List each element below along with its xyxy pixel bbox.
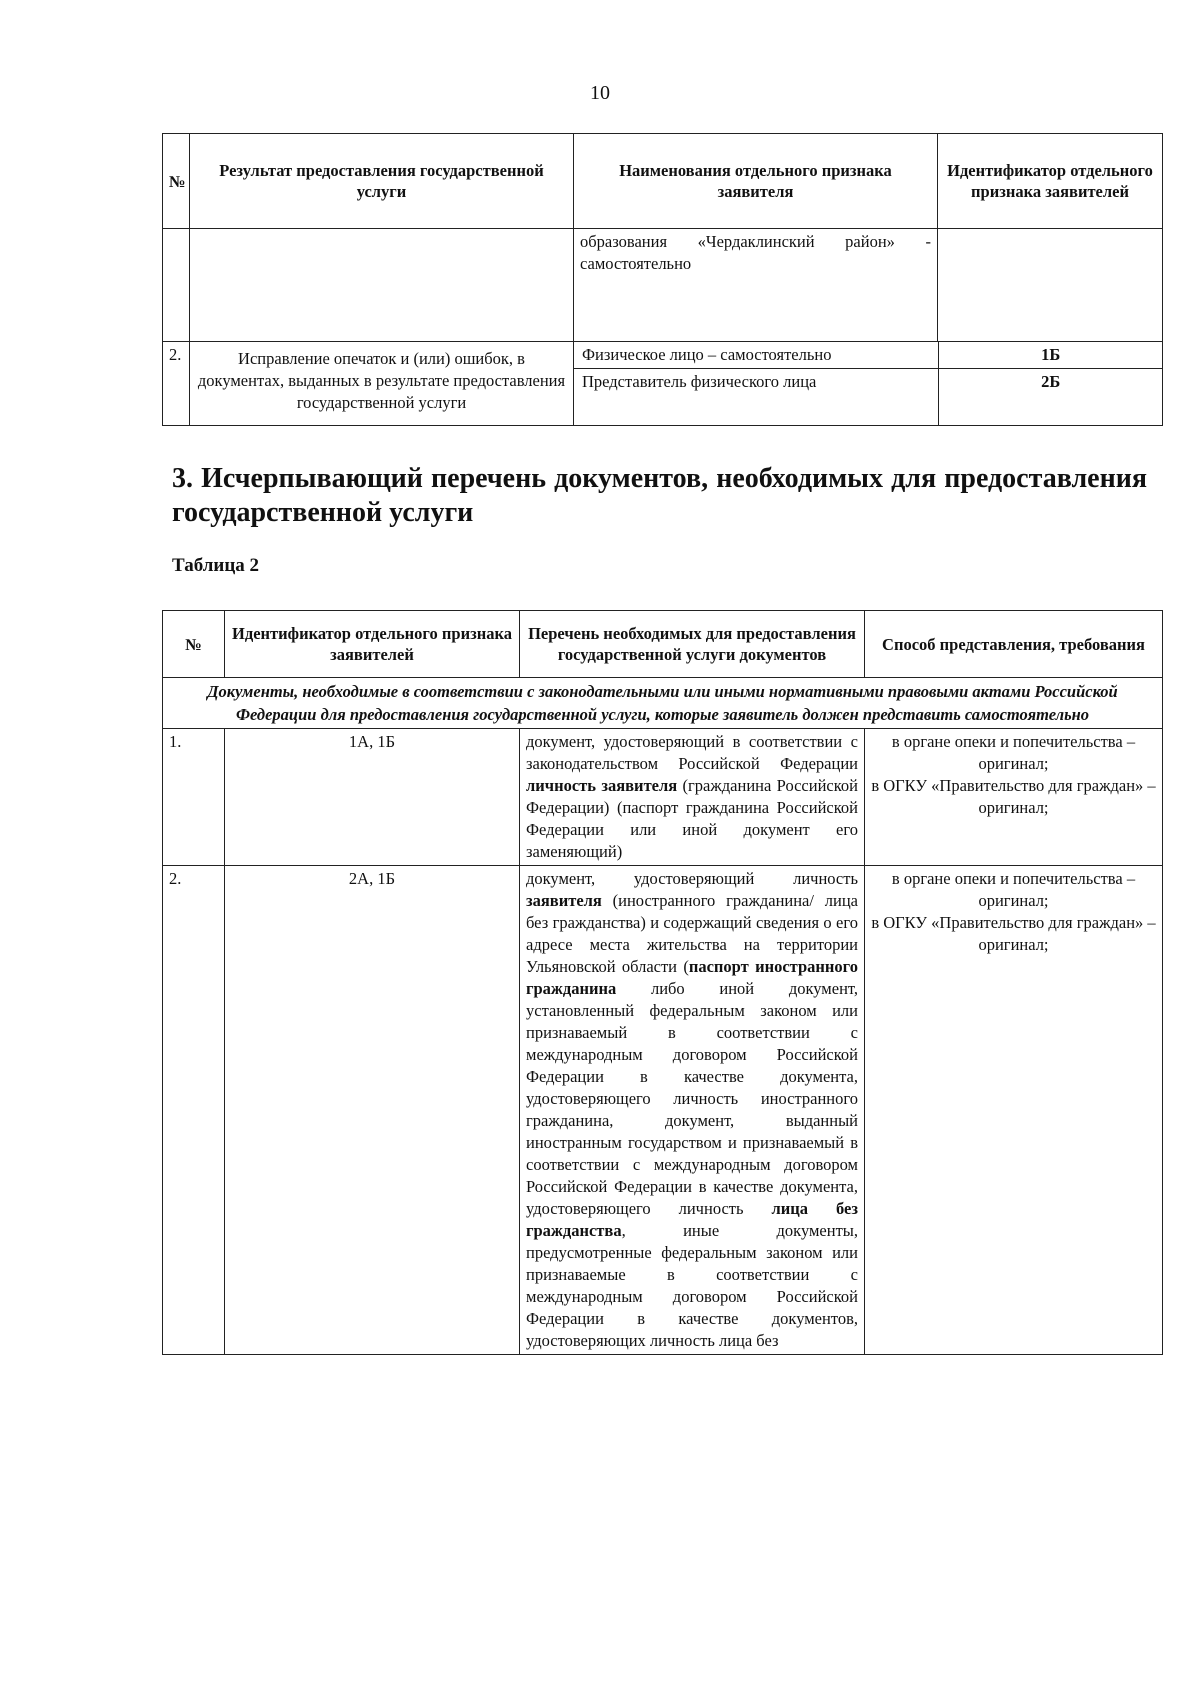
- col-method-header: Способ представления, требования: [865, 611, 1163, 678]
- method-line: в ОГКУ «Правительство для граждан» – оригинал;: [871, 776, 1156, 817]
- section-caption: Документы, необходимые в соответствии с законодательными или иными нормативными правовыми актами Российской Федерации для предоставления государственной услуги, которые заявитель должен представить самостоятельно: [163, 678, 1163, 729]
- submission-method: [865, 729, 1163, 866]
- table-row: [163, 342, 1163, 426]
- sign-row: [574, 369, 1163, 426]
- row-number: 1.: [163, 729, 225, 866]
- doc-text: документ, удостоверяющий личность: [526, 869, 858, 888]
- row-number: 2.: [163, 342, 190, 426]
- col-number-header: №: [163, 134, 190, 229]
- applicant-signs-table: [162, 133, 1163, 426]
- table-row: [163, 729, 1163, 866]
- sign-row: [574, 342, 1163, 369]
- col-applicant-id-header: Идентификатор отдельного признака заявителей: [225, 611, 520, 678]
- submission-method: [865, 866, 1163, 1355]
- doc-text-bold: лица без гражданства: [526, 1199, 858, 1240]
- col-number-header: №: [163, 611, 225, 678]
- section-row: [163, 678, 1163, 729]
- sign-name: Представитель физического лица: [574, 369, 938, 426]
- section-heading: 3. Исчерпывающий перечень документов, необходимых для предоставления государственной услуги: [172, 463, 1147, 528]
- continuation-cell: образования «Чердаклинский район» - самостоятельно: [574, 229, 938, 342]
- col-sign-id-header: Идентификатор отдельного признака заявителей: [938, 134, 1163, 229]
- table-row: [163, 866, 1163, 1355]
- doc-text: , иные документы, предусмотренные федеральным законом или признаваемые в соответствии с международным договором Российской Федерации в качестве документов, удостоверяющих личность лица без: [526, 1221, 858, 1350]
- applicant-ids: 2А, 1Б: [225, 866, 520, 1355]
- document-description: [520, 729, 865, 866]
- table-header-row: [163, 611, 1163, 678]
- col-documents-header: Перечень необходимых для предоставления государственной услуги документов: [520, 611, 865, 678]
- sign-id: 1Б: [938, 342, 1163, 369]
- doc-text: документ, удостоверяющий в соответствии с законодательством Российской Федерации: [526, 732, 858, 773]
- sign-id: 2Б: [938, 369, 1163, 426]
- doc-text: (иностранного гражданина/ лица без гражданства) и содержащий сведения о его адресе места жительства на территории Ульяновской области (: [526, 891, 858, 976]
- signs-subtable: [574, 342, 1163, 425]
- sign-name: Физическое лицо – самостоятельно: [582, 345, 832, 364]
- col-result-header: Результат предоставления государственной услуги: [190, 134, 574, 229]
- applicant-ids: 1А, 1Б: [225, 729, 520, 866]
- doc-text-bold: заявителя: [526, 891, 602, 910]
- documents-table: [162, 610, 1163, 1355]
- row-number: 2.: [163, 866, 225, 1355]
- doc-text-bold: паспорт иностранного гражданина: [526, 957, 858, 998]
- doc-text-bold: личность заявителя: [526, 776, 678, 795]
- method-line: в ОГКУ «Правительство для граждан» – оригинал;: [871, 913, 1156, 954]
- method-line: в органе опеки и попечительства – оригинал;: [891, 732, 1136, 773]
- page-number: 10: [590, 82, 610, 104]
- result-cell: Исправление опечаток и (или) ошибок, в документах, выданных в результате предоставления государственной услуги: [190, 342, 574, 426]
- col-sign-name-header: Наименования отдельного признака заявителя: [574, 134, 938, 229]
- table-row: [163, 229, 1163, 342]
- table-title: Таблица 2: [172, 555, 260, 576]
- method-line: в органе опеки и попечительства – оригинал;: [891, 869, 1136, 910]
- doc-text: либо иной документ, установленный федеральным законом или признаваемый в соответствии с международным договором Российской Федерации в качестве документа, удостоверяющего личность иностранного гражданина, документ, выданный иностранным государством и признаваемый в соответствии с международным договором Российской Федерации в качестве документа, удостоверяющего личность: [526, 979, 858, 1218]
- document-description: [520, 866, 865, 1355]
- doc-text: (гражданина Российской Федерации) (паспорт гражданина Российской Федерации или иной документ его заменяющий): [526, 776, 858, 861]
- table-header-row: [163, 134, 1163, 229]
